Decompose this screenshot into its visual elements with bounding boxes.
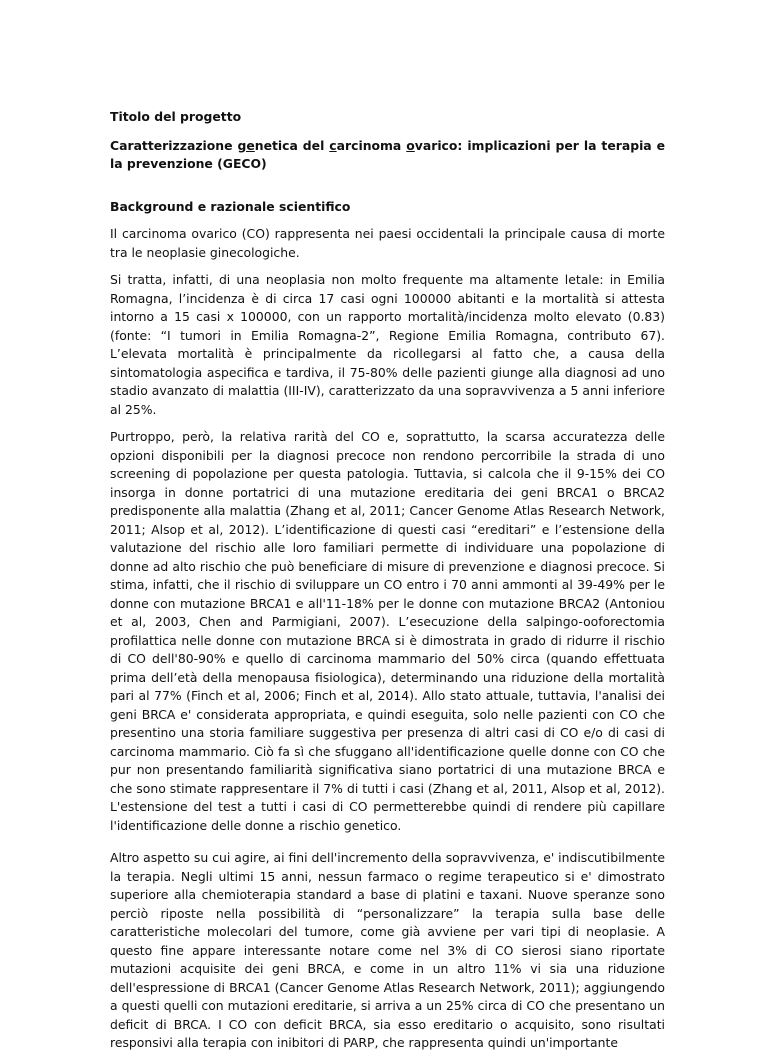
paragraph-screening-brca: Purtroppo, però, la relativa rarità del CO e, soprattutto, la scarsa accuratezza delle opzioni disponibili per la diagnosi precoce non rendono percorribile la strada di uno screening di popolazione per questa patologia. Tuttavia, si calcola che il 9-15% dei CO insorga in donne portatrici di una mutazione ereditaria dei geni BRCA1 o BRCA2 predisponente alla malattia (Zhang et al, 2011; Cancer Genome Atlas Research Network, 2011; Alsop et al, 2012). L’identificazione di questi casi “ereditari” e l’estensione della valutazione del rischio alle loro familiari permette di individuare una popolazione di donne ad alto rischio che può beneficiare di misure di prevenzione e diagnosi precoce. Si stima, infatti, che il rischio di sviluppare un CO entro i 70 anni ammonti al 39-49% per le donne con mutazione BRCA1 e all'11-18% per le donne con mutazione BRCA2 (Antoniou et al, 2003, Chen and Parmigiani, 2007). L’esecuzione della salpingo-ooforectomia profilattica nelle donne con mutazione BRCA si è dimostrata in grado di ridurre il rischio di CO dell'80-90% e quello di carcinoma mammario del 50% circa (quando effettuata prima dell’età della menopausa fisiologica), determinando una riduzione della mortalità pari al 77% (Finch et al, 2006; Finch et al, 2014). Allo stato attuale, tuttavia, l'analisi dei geni BRCA e' considerata appropriata, e quindi eseguita, solo nelle pazienti con CO che presentino una storia familiare suggestiva per presenza di altri casi di CO e/o di casi di carcinoma mammario. Ciò fa sì che sfuggano all'identificazione quelle donne con CO che pur non presentando familiarità significativa siano portatrici di una mutazione BRCA e che sono stimate rappresentare il 7% di tutti i casi (Zhang et al, 2011, Alsop et al, 2012). L'estensione del test a tutti i casi di CO permetterebbe quindi di rendere più capillare l'identificazione delle donne a rischio genetico. [110, 429, 665, 833]
paragraph-intro: Il carcinoma ovarico (CO) rappresenta nei paesi occidentali la principale causa di morte tra le neoplasie ginecologiche. [110, 226, 665, 260]
project-title-acronym-letters: ge [237, 137, 255, 153]
section-label-project-title: Titolo del progetto [110, 109, 242, 124]
paragraph-epidemiology: Si tratta, infatti, di una neoplasia non molto frequente ma altamente letale: in Emilia Romagna, l’incidenza è di circa 17 casi ogni 100000 abitanti e la mortalità si attesta intorno a 15 casi x 100000, con un rapporto mortalità/incidenza molto elevato (0.83) (fonte: “I tumori in Emilia Romagna-2”, Regione Emilia Romagna, contributo 67). L’elevata mortalità è principalmente da ricollegarsi al fatto che, a causa della sintomatologia aspecifica e tardiva, il 75-80% delle pazienti giunge alla diagnosi ad uno stadio avanzato di malattia (III-IV), caratterizzato da una sopravvivenza a 5 anni inferiore al 25%. [110, 272, 665, 417]
project-title [110, 137, 665, 174]
project-title-acronym-letters: o [406, 137, 415, 153]
project-title-part: netica del [254, 137, 330, 153]
project-title-part: arcinoma [336, 137, 407, 153]
document-page [110, 108, 665, 1053]
project-title-part: varico: implicazioni per la terapia e la prevenzione (GECO) [110, 137, 666, 171]
section-heading-background: Background e razionale scientifico [110, 198, 351, 214]
paragraph-therapy: Altro aspetto su cui agire, ai fini dell'incremento della sopravvivenza, e' indiscutibilmente la terapia. Negli ultimi 15 anni, nessun farmaco o regime terapeutico si e' dimostrato superiore alla chemioterapia standard a base di platini e taxani. Nuove speranze sono perciò riposte nella possibilità di “personalizzare” la terapia sulla base delle caratteristiche molecolari del tumore, come già avviene per vari tipi di neoplasie. A questo fine appare interessante notare come nel 3% di CO sierosi siano riportate mutazioni acquisite dei geni BRCA, e come in un altro 11% vi sia una riduzione dell'espressione di BRCA1 (Cancer Genome Atlas Research Network, 2011); aggiungendo a questi quelli con mutazioni ereditarie, si arriva a un 25% circa di CO che presentano un deficit di BRCA. I CO con deficit BRCA, sia esso ereditario o acquisito, sono risultati responsivi alla terapia con inibitori di PARP, che rappresenta quindi un'importante [110, 850, 665, 1050]
project-title-part: Caratterizzazione [110, 137, 238, 153]
project-title-acronym-letters: c [329, 137, 337, 153]
